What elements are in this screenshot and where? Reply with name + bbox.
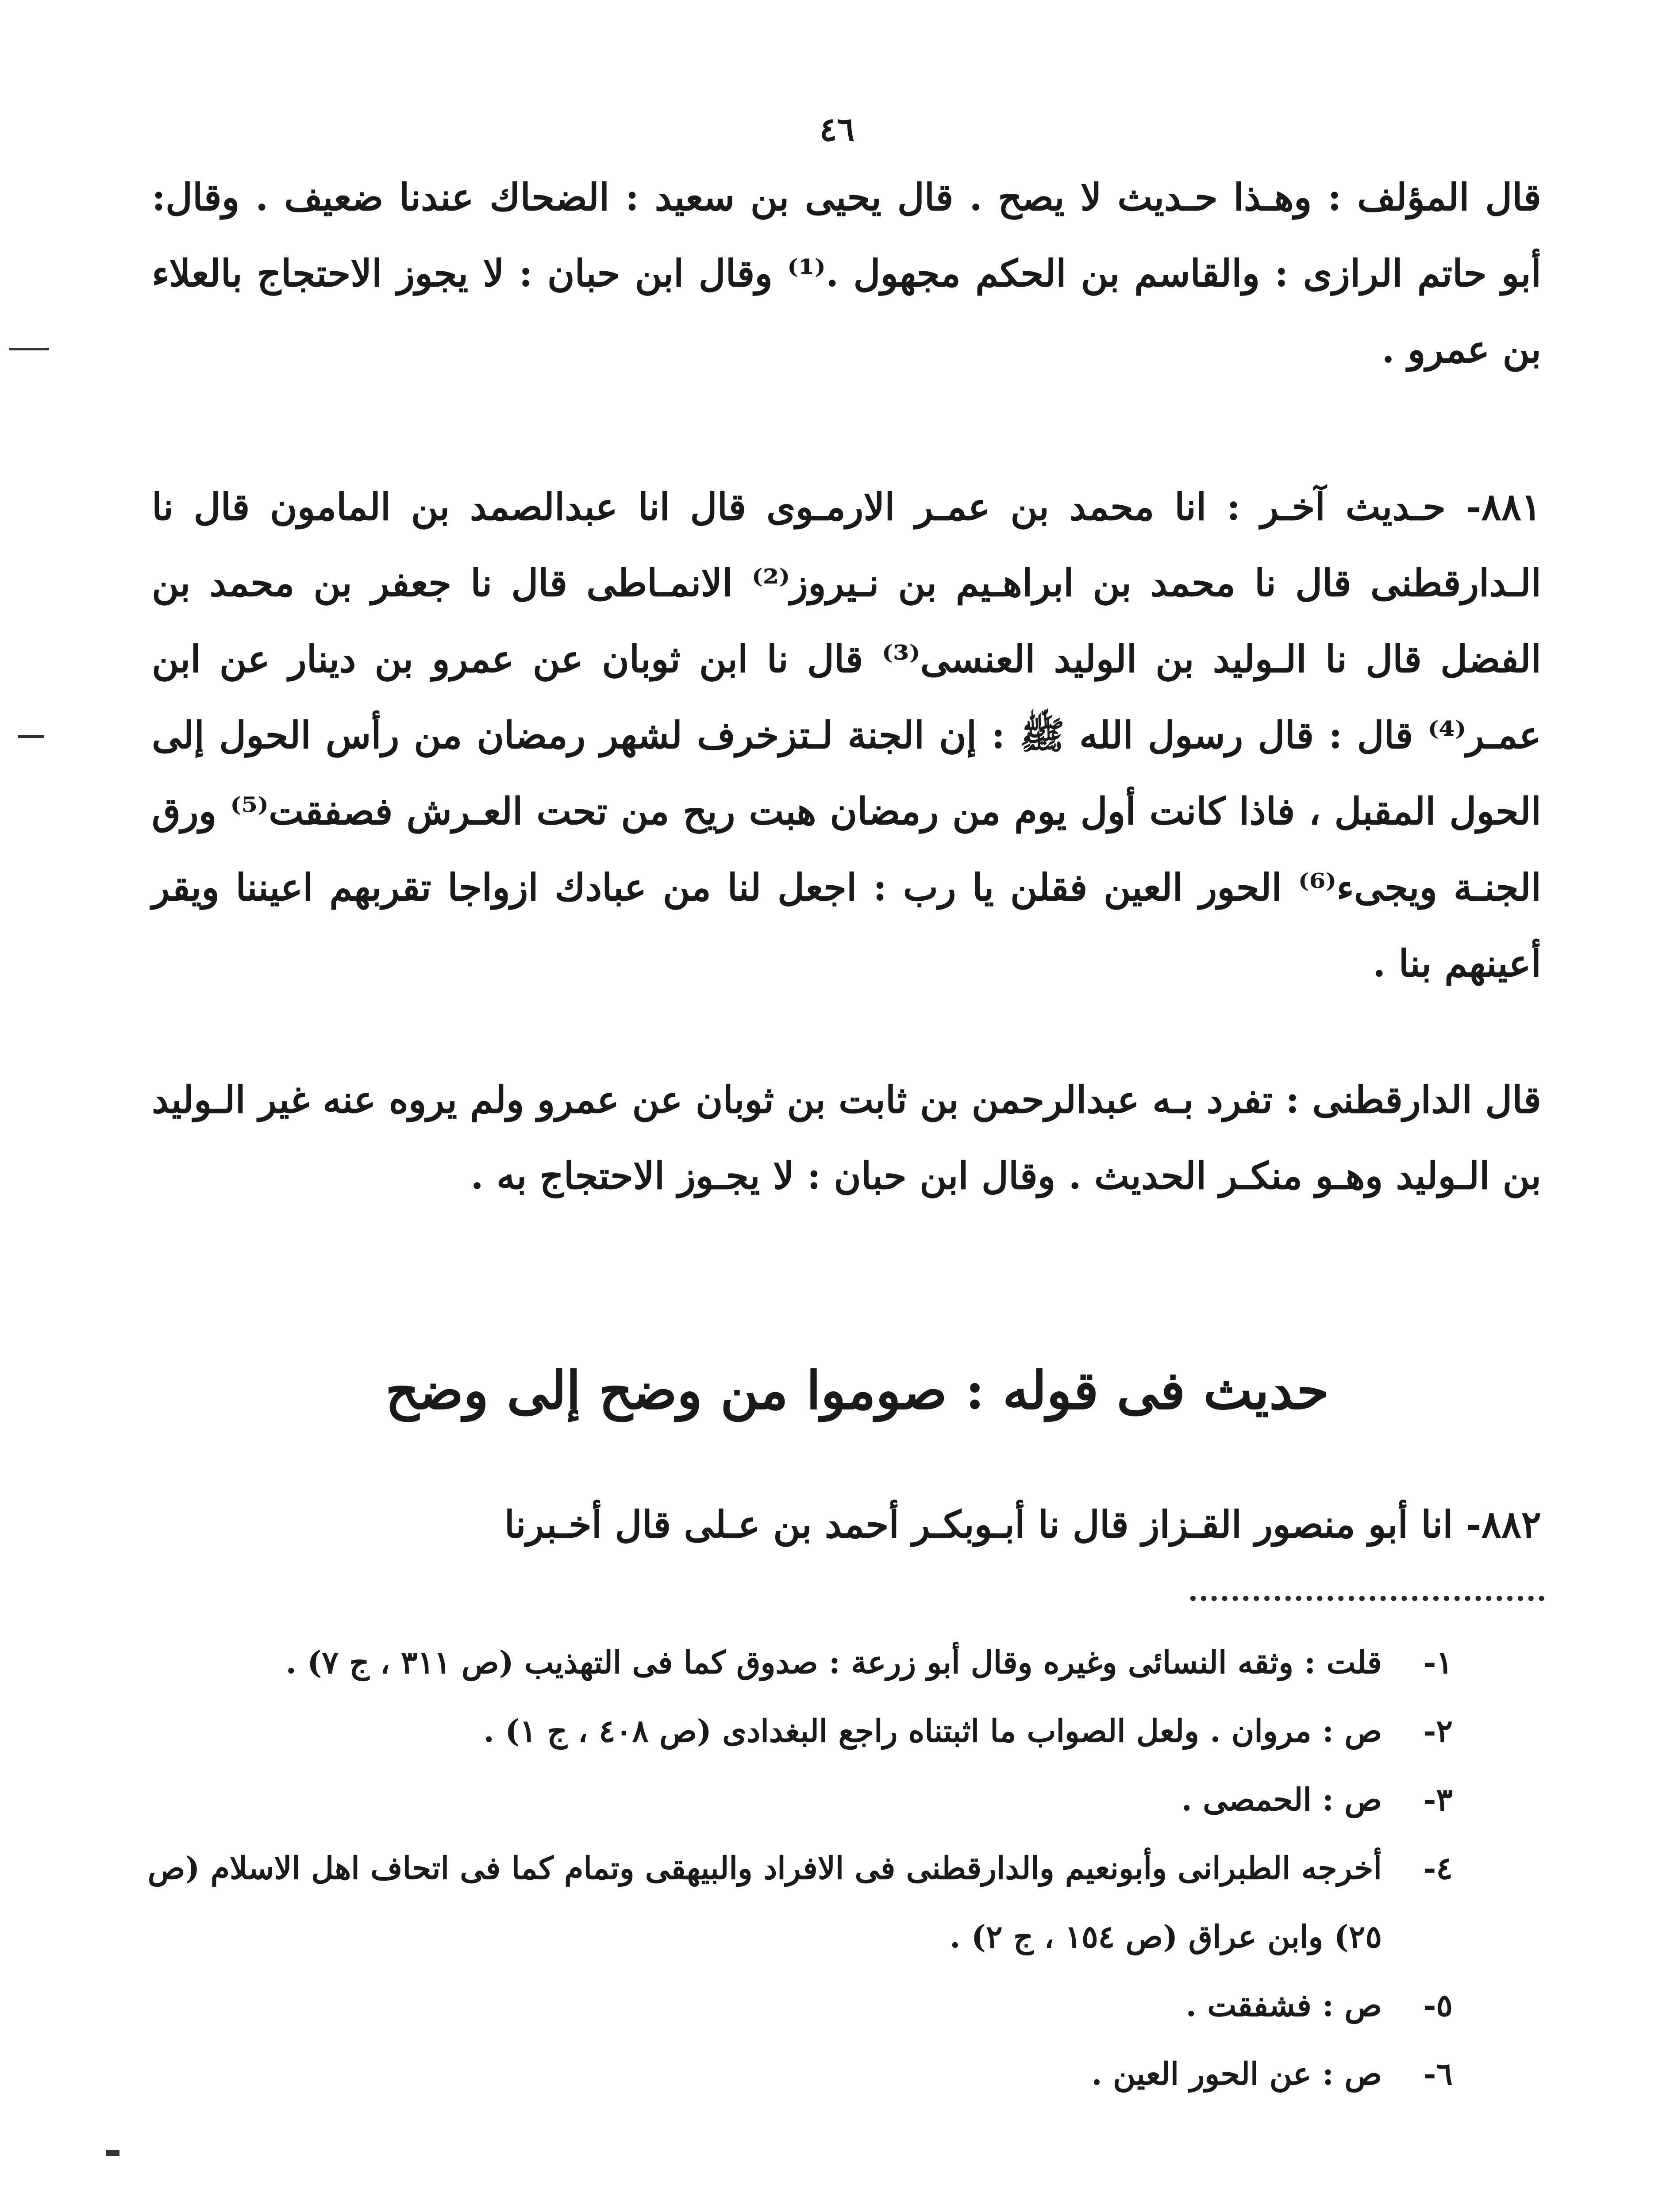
hadith-881-paragraph (152, 469, 1541, 1002)
footnote (143, 1971, 1453, 2039)
section-heading: حديث فى قوله : صوموا من وضح إلى وضح (385, 1359, 1329, 1421)
footnote-number: ٤- (1423, 1850, 1453, 1886)
footnote (143, 1697, 1453, 1765)
footnotes-section (143, 1628, 1453, 2108)
daraqutni-comment-paragraph (152, 1062, 1541, 1214)
hadith-882-paragraph (152, 1486, 1541, 1563)
footnote-text: قلت : وثقه النسائى وغيره وقال أبو زرعة : صدوق كما فى التهذيب (ص ٣١١ ، ج ٧) . (285, 1644, 1382, 1681)
footnote-text: ص : فشفقت . (1185, 1987, 1382, 2024)
footnote-text: ص : مروان . ولعل الصواب ما اثبتناه راجع البغدادى (ص ٤٠٨ ، ج ١) . (483, 1713, 1382, 1749)
footnote-text: ص : عن الحور العين . (1091, 2055, 1382, 2092)
scan-edge-mark (18, 735, 44, 738)
footnote-text: ص : الحمصى . (1181, 1781, 1382, 1818)
footnote-number: ٦- (1423, 2055, 1453, 2092)
author-comment-paragraph (152, 159, 1541, 388)
footnote (143, 1834, 1453, 1971)
footnote-divider (1190, 1596, 1544, 1601)
paragraph-text: ٨٨١- حـديث آخـر : انا محمد بن عمـر الارمـوى قال انا عبدالصمد بن المامون قال نا الـدارقطنى قال نا محمد بن ابراهـيم بن نـيروز⁽²⁾ الانمـاطى قال نا جعفر بن محمد بن الفضل قال نا الـوليد بن الوليد العنسى⁽³⁾ قال نا ابن ثوبان عن عمرو بن دينار عن ابن عمـر⁽⁴⁾ قال : قال رسول الله ﷺ : إن الجنة لـتزخرف لشهر رمضان من رأس الحول إلى الحول المقبل ، فاذا كانت أول يوم من رمضان هبت ريح من تحت العـرش فصفقت⁽⁵⁾ ورق الجنـة ويجىء⁽⁶⁾ الحور العين فقلن يا رب : اجعل لنا من عبادك ازواجا تقربهم اعيننا ويقر أعينهم بنا . (152, 485, 1542, 985)
paragraph-text: قال المؤلف : وهـذا حـديث لا يصح . قال يحيى بن سعيد : الضحاك عندنا ضعيف . وقال: أبو حاتم الرازى : والقاسم بن الحكم مجهول .⁽¹⁾ وقال ابن حبان : لا يجوز الاحتجاج بالعلاء بن عمرو . (152, 175, 1541, 371)
paragraph-text: قال الدارقطنى : تفرد بـه عبدالرحمن بن ثابت بن ثوبان عن عمرو ولم يروه عنه غير الـوليد بن الـوليد وهـو منكـر الحديث . وقال ابن حبان : لا يجـوز الاحتجاج به . (152, 1078, 1541, 1198)
scan-edge-mark (106, 2150, 119, 2156)
footnote-text: أخرجه الطبرانى وأبونعيم والدارقطنى فى الافراد والبيهقى وتمام كما فى اتحاف اهل الاسلام (ص ٢٥) وابن عراق (ص ١٥٤ ، ج ٢) . (147, 1850, 1382, 1955)
page-number: ٤٦ (819, 111, 855, 149)
footnote (143, 2039, 1453, 2108)
scan-edge-mark (9, 348, 49, 350)
footnote-number: ٣- (1423, 1781, 1453, 1818)
footnote-number: ١- (1423, 1644, 1453, 1681)
footnote-number: ٥- (1423, 1987, 1453, 2024)
footnote-number: ٢- (1423, 1713, 1453, 1749)
footnote (143, 1765, 1453, 1834)
footnote (143, 1628, 1453, 1697)
paragraph-text: ٨٨٢- انا أبو منصور القـزاز قال نا أبـوبكـر أحمد بن عـلى قال أخـبرنا (504, 1502, 1541, 1546)
